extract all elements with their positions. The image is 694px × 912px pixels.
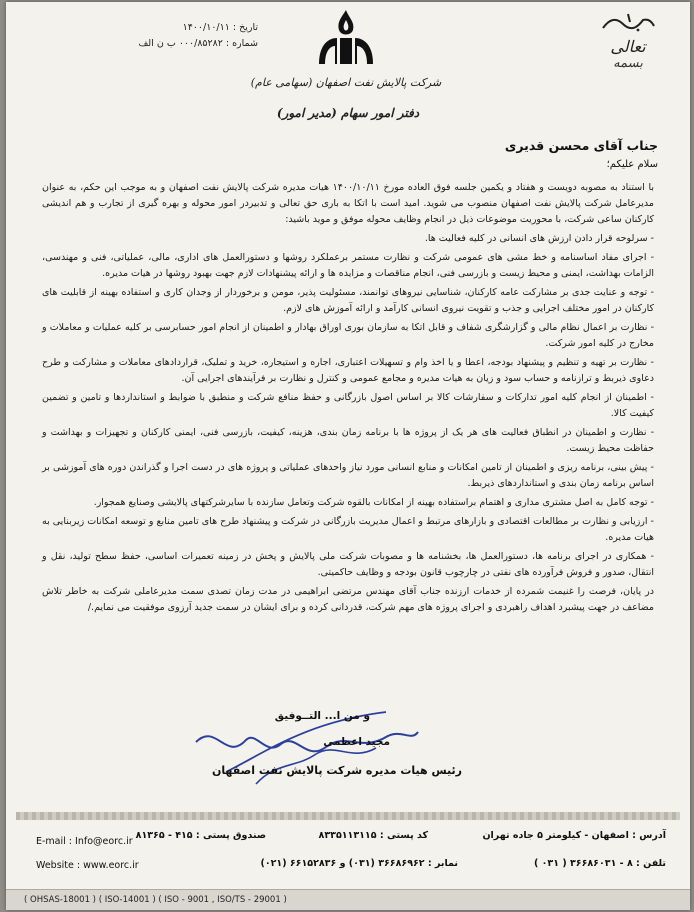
certifications: ( OHSAS-18001 ) ( ISO-14001 ) ( ISO - 9001 , ISO/TS - 29001 ) [24, 895, 287, 905]
list-item: - توجه کامل به اصل مشتری مداری و اهتمام براستفاده بهینه از امکانات بالقوه شرکت وتعامل سازنده با سایرشرکتهای پالایشی وصنایع همجوار. [93, 497, 654, 508]
list-item: - نظارت بر تهیه و تنظیم و پیشنهاد بودجه، اعطا و یا اخذ وام و تسهیلات اعتباری، اجاره و استیجاره، خرید و تملیک، قراردادهای معاملات و مشارکت و طرح دعاوی ذیربط و ترازنامه و حساب سود و زیان به هیات مدیره و مجامع عمومی و کنترل و نظارت بر فرآیندهای اجرایی آن. [42, 357, 654, 384]
letter-meta [108, 20, 258, 52]
addressee: جناب آقای محسن قدیری [504, 138, 658, 153]
letter-number: شماره : ۰۰۰/۸۵۲۸۲ ب ن الف [138, 38, 258, 49]
basmala-sub: بسمه [613, 56, 643, 71]
footer-po-box: صندوق پستی : ۴۱۵ - ۸۱۳۶۵ [135, 830, 266, 841]
list-item: - سرلوحه قرار دادن ارزش های انسانی در کلیه فعالیت ها. [424, 233, 654, 244]
list-item: - نظارت و اطمینان در انطباق فعالیت های هر یک از پروژه ها با برنامه زمان بندی، هزینه، کیفیت، بازرسی فنی، ایمنی کارکنان و تجهیزات و بهداشت و حفاظت محیط زیست. [42, 427, 654, 454]
basmala-word: تعالی [610, 37, 646, 56]
letter-body [42, 180, 654, 619]
intro-paragraph: با استناد به مصوبه دویست و هفتاد و یکمین جلسه فوق العاده مورخ ۱۴۰۰/۱۰/۱۱ هیات مدیره شرکت پالایش نفت اصفهان و به موجب این حکم، به عنوان مدیرعامل شرکت پالایش نفت اصفهان منصوب می شوید. امید است با اتکا به باری حق تعالی و تدبیردر امور محوله و بهره گیری از تجارب و هم اندیشی کارکنان ساعی شرکت، با محوریت موضوعات ذیل در انجام وظایف محوله موفق و موید باشید: [42, 182, 654, 225]
calligraphy-icon [598, 10, 658, 34]
footer-phone: تلفن : ۸ - ۳۶۶۸۶۰۳۱ ( ۰۳۱ ) [533, 858, 666, 869]
refinery-flame-logo-icon [311, 8, 381, 70]
outro-paragraph: در پایان، فرصت را غنیمت شمرده از خدمات ارزنده جناب آقای مهندس مرتضی ابراهیمی در مدت زمان تصدی سمت مدیرعاملی شرکت به خاطر تلاش مضاعف در جهت پیشبرد اهداف راهبردی و اجرای پروژه های مهم شرکت، قدردانی کرده و برای ایشان در سمت جدید آرزوی موفقیت می نمایم./ [42, 586, 654, 613]
footer-address: آدرس : اصفهان - کیلومتر ۵ جاده تهران [482, 830, 666, 841]
footer-email: E-mail : Info@eorc.ir [36, 836, 133, 847]
list-item: - همکاری در اجرای برنامه ها، دستورالعمل ها، بخشنامه ها و مصوبات شرکت ملی پالایش و پخش در زمینه تعمیرات اساسی، حفظ سطح تولید، نقل و انتقال، صدور و فروش فرآورده های نفتی در چارچوب قانون بودجه و وظایف حاکمیتی. [42, 551, 654, 578]
list-item: - توجه و عنایت جدی بر مشارکت عامه کارکنان، شناسایی نیروهای توانمند، مسئولیت پذیر، مومن و برخوردار از وجدان کاری و استفاده بهینه از قابلیت های کارکنان در امور مختلف اجرایی و جذب و تقویت نیروی انسانی کارآمد و ارائه آموزش های لازم. [42, 287, 654, 314]
footer-divider [16, 812, 680, 820]
signer-title: رئیس هیات مدیره شرکت پالایش نفت اصفهان [211, 764, 462, 777]
letter-sheet [6, 2, 690, 910]
footer-postal-code: کد پستی : ۸۳۳۵۱۱۳۱۱۵ [318, 830, 428, 841]
company-logo-block [246, 8, 446, 89]
list-item: - نظارت بر اعمال نظام مالی و گزارشگری شفاف و قابل اتکا به سازمان بوری اوراق بهادار و اطمینان از انجام امور حسابرسی بر کلیه عملیات و معاملات و مخارج در کلیه امور شرکت. [42, 322, 654, 349]
list-item: - ارزیابی و نظارت بر مطالعات اقتصادی و بازارهای مرتبط و اعمال مدیریت بازرگانی در شرکت و پیشنهاد طرح های تامین منابع و توسعه امکانات زیربنایی به هیات مدیره. [42, 516, 654, 543]
list-item: - اجرای مفاد اساسنامه و خط مشی های عمومی شرکت و نظارت مستمر برعملکرد روشها و دستورالعمل های اداری، مالی، عملیاتی، فنی و مهندسی، الزامات بهداشت، ایمنی و محیط زیست و بازرسی فنی، انجام مناقصات و مزایده ها و ارائه پیشنهادات لازم جهت بهبود روشها در هیات مدیره. [42, 252, 654, 279]
signer-name: مجید اعظمی [323, 736, 390, 748]
list-item: - پیش بینی، برنامه ریزی و اطمینان از تامین امکانات و منابع انسانی مورد نیاز واحدهای عملیاتی و پروژه های در دست اجرا و گذراندن دوره های آموزشی بر اساس برنامه زمان بندی و استانداردهای ذیربط. [42, 462, 654, 489]
footer-fax: نمابر : ۳۶۶۸۶۹۶۲ (۰۳۱) و ۶۶۱۵۲۸۳۶ (۰۲۱) [260, 858, 458, 869]
letter-date: تاریخ : ۱۴۰۰/۱۰/۱۱ [182, 22, 258, 33]
list-item: - اطمینان از انجام کلیه امور تدارکات و سفارشات کالا بر اساس اصول بازرگانی و حفظ منافع شرکت و منطبق با ضوابط و استانداردها و تامین و تضمین کیفیت کالا. [42, 392, 654, 419]
company-name: شرکت پالایش نفت اصفهان (سهامی عام) [250, 76, 442, 89]
certification-strip [6, 889, 690, 910]
greeting: سلام علیکم؛ [606, 159, 658, 170]
closing-line: و من ا... التــوفیق [274, 710, 370, 722]
footer-website: Website : www.eorc.ir [36, 860, 139, 871]
basmala [588, 10, 668, 71]
department-name: دفتر امور سهام (مدیر امور) [276, 106, 420, 120]
